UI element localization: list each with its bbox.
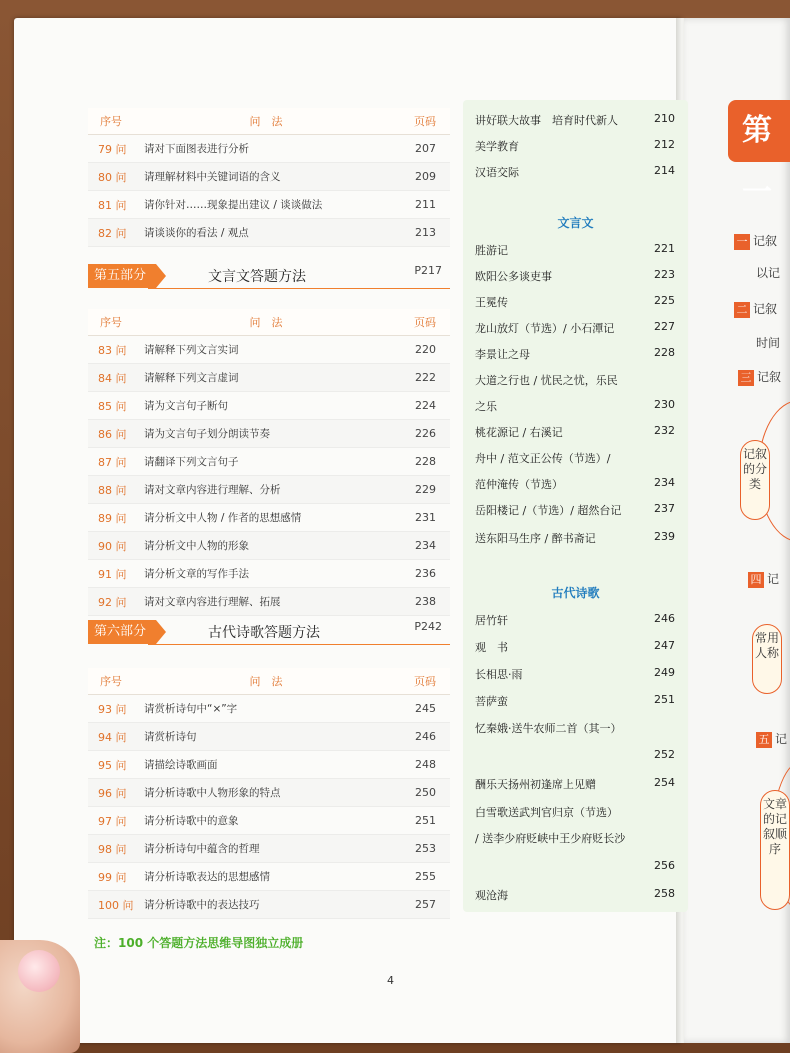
item-title: / 送李少府贬峡中王少府贬长沙 [475,832,626,845]
row-page: 246 [415,730,436,743]
section-6-header[interactable] [88,618,450,646]
row-no: 80 问 [98,170,127,184]
list-item[interactable] [475,770,675,796]
row-no: 92 问 [98,595,127,609]
row-no: 87 问 [98,455,127,469]
list-item[interactable] [475,236,675,262]
item-title: 桃花源记 / 右溪记 [475,426,563,439]
right-line [738,368,781,386]
item-title: 王冕传 [475,296,508,309]
section-tag: 第六部分 [88,620,156,644]
row-no: 96 问 [98,786,127,800]
table-rows [88,695,450,919]
row-no: 85 问 [98,399,127,413]
row-no: 95 问 [98,758,127,772]
item-title: 大道之行也 / 忧民之忧，乐民 [475,374,618,387]
item-page: 210 [654,112,675,125]
list-item[interactable] [475,881,675,907]
item-title: 忆秦娥·送牛农师二首（其一） [475,722,622,735]
table-row[interactable] [88,807,450,835]
table-row[interactable] [88,835,450,863]
table-row[interactable] [88,751,450,779]
mindmap-node: 常用人称 [752,624,782,694]
row-no: 82 问 [98,226,127,240]
table-row[interactable] [88,392,450,420]
row-page: 231 [415,511,436,524]
page-number: 4 [387,974,394,987]
item-page: 252 [654,748,675,761]
row-question: 请为文言句子划分朗读节奏 [144,428,270,440]
right-line [756,334,780,351]
list-item[interactable] [475,633,675,659]
list-item[interactable] [475,606,675,632]
item-title: 汉语交际 [475,166,519,179]
row-page: 245 [415,702,436,715]
toc-table-3 [88,668,450,919]
item-page: 256 [654,859,675,872]
item-title: 李景让之母 [475,348,530,361]
row-page: 253 [415,842,436,855]
list-item[interactable] [475,158,675,184]
item-page: 247 [654,639,675,652]
row-no: 98 问 [98,842,127,856]
row-no: 88 问 [98,483,127,497]
row-page: 224 [415,399,436,412]
item-page: 237 [654,502,675,515]
row-no: 84 问 [98,371,127,385]
item-title: 美学教育 [475,140,519,153]
item-page: 227 [654,320,675,333]
list-item[interactable] [475,798,675,824]
row-question: 请解释下列文言实词 [144,344,239,356]
table-row[interactable] [88,219,450,247]
row-question: 请分析诗歌中人物形象的特点 [144,787,281,799]
row-no: 89 问 [98,511,127,525]
item-title: 岳阳楼记 /（节选）/ 超然台记 [475,504,622,517]
section-title: 文言文答题方法 [208,269,306,285]
list-item[interactable] [475,660,675,686]
row-question: 请谈谈你的看法 / 观点 [144,227,249,239]
item-title: 菩萨蛮 [475,695,508,708]
list-item[interactable] [475,470,675,496]
list-item[interactable] [475,524,675,550]
row-page: 209 [415,170,436,183]
right-line [748,570,779,588]
item-title: 之乐 [475,400,497,413]
right-line-text: 记叙 [757,370,782,384]
row-page: 257 [415,898,436,911]
table-row[interactable] [88,135,450,163]
section-heading-poems: 古代诗歌 [551,586,600,600]
row-no: 91 问 [98,567,127,581]
row-page: 228 [415,455,436,468]
header-no: 序号 [100,316,122,329]
item-page: 212 [654,138,675,151]
row-question: 请翻译下列文言句子 [144,456,239,468]
row-page: 211 [415,198,436,211]
list-item[interactable] [475,714,675,740]
row-no: 86 问 [98,427,127,441]
item-title: 居竹轩 [475,614,508,627]
row-page: 229 [415,483,436,496]
item-page: 251 [654,693,675,706]
list-item[interactable] [475,106,675,132]
table-row[interactable] [88,532,450,560]
row-page: 248 [415,758,436,771]
item-page: 225 [654,294,675,307]
row-question: 请分析诗句中蕴含的哲理 [144,843,260,855]
list-item[interactable] [475,418,675,444]
list-item[interactable] [475,366,675,392]
right-line-text: 记 [767,572,780,586]
list-item[interactable] [475,853,675,879]
header-page: 页码 [414,115,436,128]
table-rows [88,336,450,616]
header-no: 序号 [100,115,122,128]
item-page: 221 [654,242,675,255]
item-page: 258 [654,887,675,900]
table-row[interactable] [88,476,450,504]
table-row[interactable] [88,191,450,219]
header-no: 序号 [100,675,122,688]
row-question: 请赏析诗句中“×”字 [144,703,238,715]
row-question: 请对文章内容进行理解、分析 [144,484,281,496]
item-title: 舟中 / 范文正公传（节选）/ [475,452,611,465]
number-badge: 五 [756,732,772,748]
item-title: 观 书 [475,641,508,654]
row-no: 83 问 [98,343,127,357]
table-row[interactable] [88,891,450,919]
table-row[interactable] [88,364,450,392]
list-item[interactable] [475,687,675,713]
item-page: 228 [654,346,675,359]
list-item[interactable] [475,314,675,340]
section-title: 古代诗歌答题方法 [208,625,320,641]
list-item[interactable] [475,742,675,768]
section-rule [148,644,450,645]
footnote: 注：100 个答题方法思维导图独立成册 [94,936,304,950]
section-rule [148,288,450,289]
item-page: 230 [654,398,675,411]
item-page: 254 [654,776,675,789]
item-page: 223 [654,268,675,281]
table-row[interactable] [88,695,450,723]
row-page: 251 [415,814,436,827]
right-line-text: 记叙 [753,234,778,248]
row-page: 220 [415,343,436,356]
right-line [756,264,780,281]
row-no: 81 问 [98,198,127,212]
table-row[interactable] [88,336,450,364]
list-item[interactable] [475,444,675,470]
row-question: 请解释下列文言虚词 [144,372,239,384]
row-no: 93 问 [98,702,127,716]
row-question: 请分析文章的写作手法 [144,568,249,580]
row-question: 请对下面图表进行分析 [144,143,249,155]
row-question: 请分析文中人物 / 作者的思想感情 [144,512,302,524]
list-item[interactable] [475,288,675,314]
mindmap-node: 记叙的分类 [740,440,770,520]
item-page: 232 [654,424,675,437]
row-question: 请理解材料中关键词语的含义 [144,171,281,183]
header-page: 页码 [414,316,436,329]
table-row[interactable] [88,588,450,616]
item-page: 246 [654,612,675,625]
item-title: 观沧海 [475,889,508,902]
section-tag: 第五部分 [88,264,156,288]
row-page: 238 [415,595,436,608]
item-title: 长相思·雨 [475,668,523,681]
row-page: 222 [415,371,436,384]
table-header [88,309,450,336]
table-row[interactable] [88,560,450,588]
item-title: 欧阳公多谈吏事 [475,270,552,283]
right-line-text: 记 [775,732,788,746]
row-no: 94 问 [98,730,127,744]
row-page: 255 [415,870,436,883]
row-question: 请分析文中人物的形象 [144,540,249,552]
right-line [734,300,777,318]
item-page: 234 [654,476,675,489]
row-question: 请描绘诗歌画面 [144,759,218,771]
table-rows [88,135,450,247]
header-question: 问 法 [249,115,283,128]
list-item[interactable] [475,340,675,366]
section-heading-wenyan: 文言文 [557,216,594,230]
table-row[interactable] [88,163,450,191]
row-question: 请对文章内容进行理解、拓展 [144,596,281,608]
item-title: 白雪歌送武判官归京（节选） [475,806,618,819]
number-badge: 四 [748,572,764,588]
row-page: 250 [415,786,436,799]
right-line [734,232,777,250]
row-page: 234 [415,539,436,552]
mindmap-node: 文章的记叙顺序 [760,790,790,910]
item-title: 范仲淹传（节选） [475,478,563,491]
row-question: 请分析诗歌中的表达技巧 [144,899,260,911]
row-no: 97 问 [98,814,127,828]
right-line-text: 时间 [756,336,781,350]
table-row[interactable] [88,779,450,807]
row-page: 226 [415,427,436,440]
table-row[interactable] [88,448,450,476]
number-badge: 二 [734,302,750,318]
number-badge: 一 [734,234,750,250]
chapter-banner: 第一 [728,100,790,162]
section-page: P217 [414,264,442,277]
table-row[interactable] [88,863,450,891]
table-header [88,668,450,695]
row-question: 请分析诗歌中的意象 [144,815,239,827]
toc-table-1 [88,108,450,247]
item-title: 龙山放灯（节选）/ 小石潭记 [475,322,615,335]
row-no: 90 问 [98,539,127,553]
item-title: 讲好联大故事 培育时代新人 [475,114,618,127]
row-page: 213 [415,226,436,239]
list-item[interactable] [475,262,675,288]
table-row[interactable] [88,504,450,532]
toc-table-2 [88,309,450,616]
list-item[interactable] [475,132,675,158]
right-line [756,730,787,748]
number-badge: 三 [738,370,754,386]
row-page: 236 [415,567,436,580]
header-page: 页码 [414,675,436,688]
header-question: 问 法 [249,675,283,688]
item-page: 249 [654,666,675,679]
item-title: 送东阳马生序 / 醉书斋记 [475,532,596,545]
row-no: 100 问 [98,898,134,912]
row-question: 请你针对……现象提出建议 / 谈谈做法 [144,199,323,211]
header-question: 问 法 [249,316,283,329]
item-title: 胜游记 [475,244,508,257]
item-page: 239 [654,530,675,543]
right-line-text: 记叙 [753,302,778,316]
row-question: 请为文言句子断句 [144,400,228,412]
section-5-header[interactable] [88,262,450,290]
fingernail [18,950,60,992]
row-question: 请赏析诗句 [144,731,197,743]
row-no: 79 问 [98,142,127,156]
item-page: 214 [654,164,675,177]
row-no: 99 问 [98,870,127,884]
right-line-text: 以记 [756,266,781,280]
section-page: P242 [414,620,442,633]
table-row[interactable] [88,723,450,751]
table-row[interactable] [88,420,450,448]
item-title: 酬乐天扬州初逢席上见赠 [475,778,596,791]
list-item[interactable] [475,496,675,522]
row-page: 207 [415,142,436,155]
list-item[interactable] [475,824,675,850]
row-question: 请分析诗歌表达的思想感情 [144,871,270,883]
table-header [88,108,450,135]
list-item[interactable] [475,392,675,418]
